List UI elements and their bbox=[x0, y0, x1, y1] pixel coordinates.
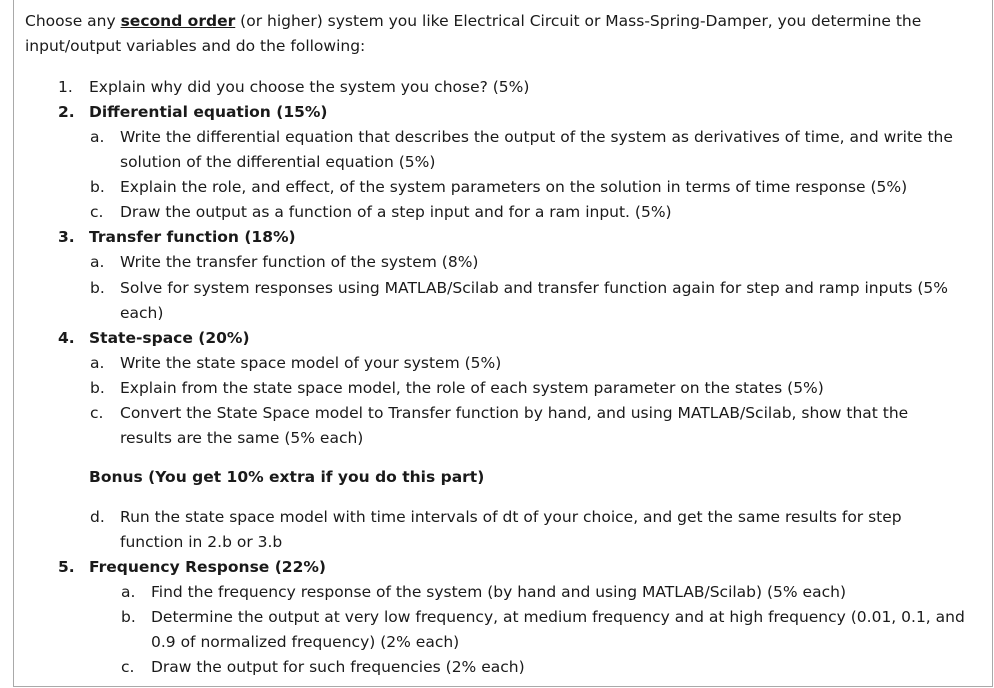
q4-b-text: Explain from the state space model, the role of each system parameter on the states (5%) bbox=[120, 379, 824, 397]
question-4-number: 4. bbox=[58, 329, 75, 347]
q5-b-line-2: 0.9 of normalized frequency) (2% each) bbox=[151, 633, 460, 651]
intro-text-after: (or higher) system you like Electrical Circuit or Mass-Spring-Damper, you determine the bbox=[235, 12, 922, 30]
q2-a-marker: a. bbox=[90, 128, 105, 146]
question-3-number: 3. bbox=[58, 228, 75, 246]
intro-line-1 bbox=[25, 11, 921, 31]
q3-b-marker: b. bbox=[90, 279, 105, 297]
intro-line-2: input/output variables and do the following: bbox=[25, 37, 366, 55]
q5-a-marker: a. bbox=[121, 583, 136, 601]
q4-c-marker: c. bbox=[90, 404, 104, 422]
q3-b-line-1: Solve for system responses using MATLAB/Scilab and transfer function again for step and ramp inputs (5% bbox=[120, 279, 948, 297]
q2-a-line-1: Write the differential equation that describes the output of the system as derivatives of time, and write the bbox=[120, 128, 953, 146]
question-4-title: State-space (20%) bbox=[89, 329, 250, 347]
question-3-title: Transfer function (18%) bbox=[89, 228, 296, 246]
question-5-number: 5. bbox=[58, 558, 75, 576]
q2-c-marker: c. bbox=[90, 203, 104, 221]
bonus-heading: Bonus (You get 10% extra if you do this part) bbox=[89, 468, 485, 486]
q4-c-line-2: results are the same (5% each) bbox=[120, 429, 364, 447]
q4-d-line-2: function in 2.b or 3.b bbox=[120, 533, 283, 551]
intro-text-before: Choose any bbox=[25, 12, 121, 30]
q4-b-marker: b. bbox=[90, 379, 105, 397]
q2-b-marker: b. bbox=[90, 178, 105, 196]
q5-c-marker: c. bbox=[121, 658, 135, 676]
q5-b-marker: b. bbox=[121, 608, 136, 626]
q2-b-text: Explain the role, and effect, of the system parameters on the solution in terms of time response (5%) bbox=[120, 178, 908, 196]
q3-a-marker: a. bbox=[90, 253, 105, 271]
second-order-emphasis: second order bbox=[120, 12, 236, 30]
q5-c-text: Draw the output for such frequencies (2% each) bbox=[151, 658, 525, 676]
q2-c-text: Draw the output as a function of a step input and for a ram input. (5%) bbox=[120, 203, 672, 221]
q5-a-text: Find the frequency response of the system (by hand and using MATLAB/Scilab) (5% each) bbox=[151, 583, 846, 601]
q2-a-line-2: solution of the differential equation (5%) bbox=[120, 153, 436, 171]
question-1-text: Explain why did you choose the system you chose? (5%) bbox=[89, 78, 530, 96]
question-2-number: 2. bbox=[58, 103, 75, 121]
q3-a-text: Write the transfer function of the system (8%) bbox=[120, 253, 479, 271]
question-1-number: 1. bbox=[58, 78, 73, 96]
q4-d-marker: d. bbox=[90, 508, 105, 526]
question-5-title: Frequency Response (22%) bbox=[89, 558, 326, 576]
q5-b-line-1: Determine the output at very low frequency, at medium frequency and at high frequency (0.01, 0.1, and bbox=[151, 608, 965, 626]
q4-c-line-1: Convert the State Space model to Transfer function by hand, and using MATLAB/Scilab, show that the bbox=[120, 404, 909, 422]
q4-a-text: Write the state space model of your system (5%) bbox=[120, 354, 502, 372]
q4-a-marker: a. bbox=[90, 354, 105, 372]
q3-b-line-2: each) bbox=[120, 304, 164, 322]
question-2-title: Differential equation (15%) bbox=[89, 103, 328, 121]
q4-d-line-1: Run the state space model with time intervals of dt of your choice, and get the same results for step bbox=[120, 508, 902, 526]
